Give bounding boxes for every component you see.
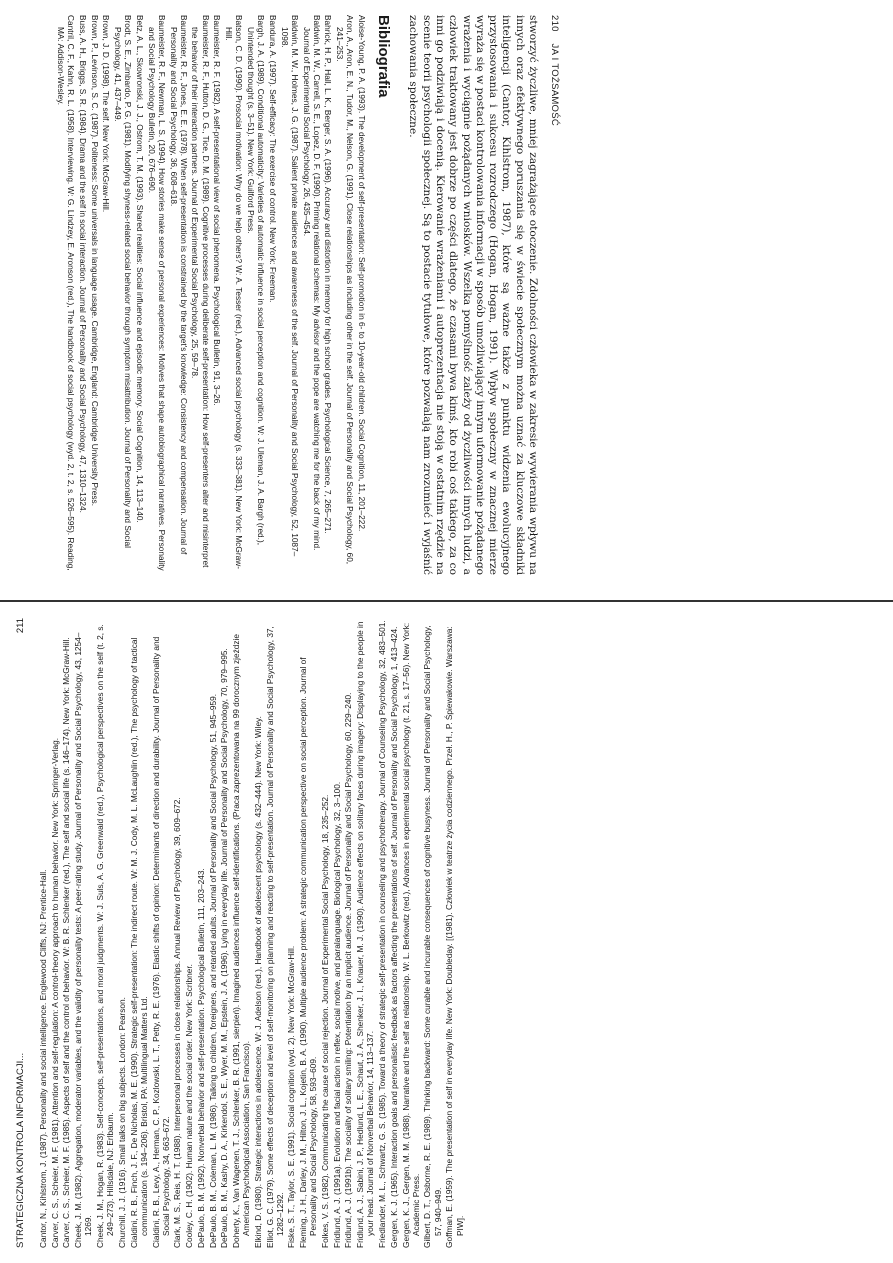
reference-entry: Brown, P., Levinson, S. C. (1987). Politeness: Some universals in language usage. Cambridge, England: Cambridge University Press. [89, 15, 100, 506]
reference-entry: Aloise-Young, P. A. (1993). The development of self-presentation: Self-promotion in 6- to 10-year-old children. Social Cognition, 11, 201–222. [357, 15, 368, 532]
reference-entry: Baumeister, R. F. (1982). A self-presentational view of social phenomena. Psychological Bulletin, 91, 3–26. [212, 15, 223, 406]
reference-entry: Fridlund, A. J. (1991a). Evolution and facial action in reflex, social motive, and paralanguage. Biological Psychology, 32, 3–100. [331, 781, 342, 1248]
page-number-right: 211 [15, 618, 26, 634]
reference-entry: Carver, C. S., Scheier, M. F. (1985). Aspects of self and the control of behavior. W: B. R. Schlenker (red.), The self and social life (s. 146–174). New York: McGraw-Hill. [61, 637, 72, 1248]
reference-entry: Cooley, C. H. (1902). Human nature and the social order. New York: Scribner. [184, 964, 195, 1248]
reference-entry: Aron, A., Aron, E. N., Tudor, M., Nelson, G. (1991). Close relationships as including other in the self. Journal of Personality and Social Psychology, 60, 241–253. [335, 15, 356, 565]
reference-entry: Batson, C. D. (1990). Prosocial motivation: Why do we help others? W: A. Tesser (red.), Advanced social psychology (s. 333–381). New York: McGraw-Hill. [224, 15, 245, 569]
reference-entry: Baumeister, R. F., Jones, E. E. (1978). When self-presentation is constrained by the target's knowledge: Consistency and compensation. Journal of Personality and Social Psychology, 36, 608–618. [168, 15, 189, 555]
reference-entry: Bargh, J. A. (1989). Conditional automaticity: Varieties of automatic influence in social perception and cognition. W: J. Uleman, J. A. Bargh (red.), Unintended thought (s. 3–51). New York: Guilford Press. [246, 15, 267, 546]
running-title-left: JA I TOŻSAMOŚĆ [549, 43, 560, 127]
reference-entry: Betz, A. L., Skowronski, J. J., Ostrom, T. M. (1993). Shared realities: Social influence and episodic memory. Social Cognition, 14, 113–140. [134, 15, 145, 523]
reference-entry: Folkes, V. S. (1982). Communicating the cause of social rejection. Journal of Experimental Social Psychology, 18, 235–252. [320, 794, 331, 1248]
reference-entry: Baumeister, R. F., Hutton, D. G., Tice, D. M. (1989). Cognitive processes during deliberate self-presentation: How self-presenters alter and misinterpret the behavior of their interaction partners. Journal of Experimental Social Psychology, 25, 59–78. [190, 15, 211, 568]
body-paragraph: stworzyć życzliwe, mniej zagrażające otoczenie. Zdolności człowieka w zakresie wywierania wpływu na innych oraz efektywnego poruszania się w świecie społecznym można uznać za kluczowe składniki inteligencji (Cantor, Kihlstrom, 1987), które są ważne także z punktu widzenia ewolucyjnego przystosowania i sukcesu rozrodczego (Hogan, Hogan, 1991). Wpływ społeczny w znacznej mierze wyraża się w postaci kontrolowania informacji w sposób umożliwiający innym uformowanie pożądanego wrażenia i wyciągnie pożądanych wniosków. Wszelka pomyślność zależy od życzliwości innych ludzi, a człowiek traktowany jest dobrze po części dlatego, że czasami bywa kimś, kto robi coś takiego, za co inni go podziwiają i docenią. Kierowanie wrażeniami i autoprezentacja nie stoją w ostatnim rzędzie na scenie teorii psychologii społecznej. Są to postacie tytułowe, które pozwalają nam zrozumieć i wyjaśnić zachowania społeczne. [407, 15, 539, 575]
reference-entry: Friedlander, M. L., Schwartz, G. S. (1985). Toward a theory of strategic self-presentation in counseling and psychotherapy. Journal of Counseling Psychology, 32, 483–501. [377, 620, 388, 1248]
reference-entry: Baldwin, M. W., Holmes, J. G. (1987). Salient private audiences and awareness of the self. Journal of Personality and Social Psychology, 52, 1087–1098. [279, 15, 300, 557]
reference-entry: Brodt, S. E., Zimbardo, P. G. (1981). Modifying shyness-related social behavior through symptom misattribution. Journal of Personality and Social Psychology, 41, 437–449. [113, 15, 134, 548]
reference-entry: Bandura, A. (1997). Self-efficacy: The exercise of control. New York: Freeman. [267, 15, 278, 303]
reference-entry: Doherty, K., Van Wagenen, T. J., Schlenker, B. R. (1991, sierpień). Imagined audiences influence self-identifications. (Praca zaprezentowana na 99 dorocznym zjeździe American Psychological Association, San Francisco). [230, 634, 252, 1248]
reference-entry: DePaulo, B. M., Coleman, L. M. (1986). Talking to children, foreigners, and retarded adults. Journal of Personality and Social Psychology, 51, 945–959. [207, 693, 218, 1248]
page-divider [0, 600, 893, 602]
reference-entry: Cheek, J. M., Hogan, R. (1983). Self-concepts, self-presentations, and moral judgments. W: J. Suls, A. G. Greenwald (red.), Psychological perspectives on the self (t. 2, s. 249–273). Hillsdale, NJ: Erlbaum. [95, 624, 116, 1248]
reference-entry: Baldwin, M. W., Carrell, S. E., Lopez, D. F. (1990). Priming relational schemas: My advisor and the pope are watching me for the back of my mind. Journal of Experimental Social Psychology, 26, 435–454. [301, 15, 322, 551]
reference-entry: Elkind, D. (1980). Strategic interactions in adolescence. W: J. Adelson (red.), Handbook of adolescent psychology (s. 432–444). New York: Wiley. [252, 716, 263, 1248]
section-title: Bibliografia [375, 15, 393, 98]
reference-entry: Carver, C. S., Scheier, M. F. (1981). Attention and self-regulation: A control-theory approach to human behavior. New York: Springer-Verlag. [49, 737, 60, 1248]
running-head-right [15, 618, 26, 1248]
reference-entry: DePaulo, B. M., Kashy, D. A., Kirkendol, S. E., Wyer, M. M., Epstein, J. A. (1996). Lying in everyday life. Journal of Personality and Social Psychology, 70, 979–995. [219, 648, 230, 1248]
reference-entry: Goffman, E. (1959). The presentation of self in everyday life. New York: Doubleday. [(1981). Człowiek w teatrze życia codziennego. Przeł. H., P. Śpiewakowie. Warszawa: PIW]. [444, 626, 465, 1248]
reference-entry: Churchill, J. J. (1916). Small talks on big subjects. London: Pearson. [116, 997, 127, 1248]
reference-entry: Fiske, S. T., Taylor, S. E. (1991). Social cognition (wyd. 2). New York: McGraw-Hill. [286, 945, 297, 1248]
running-title-right: STRATEGICZNA KONTROLA INFORMACJI... [15, 1052, 26, 1248]
reference-entry: DePaulo, B. M. (1992). Nonverbal behavior and self-presentation. Psychological Bulletin, 111, 203–243. [195, 868, 206, 1248]
reference-list-left [56, 15, 367, 575]
reference-entry: Cialdini, R. B., Finch, J. F., De Nicholas, M. E. (1990). Strategic self-presentation: The indirect route. W: M. J. Cody, M. L. McLaughlin (red.), The psychology of tactical communication (s. 194–206). Bristol, PA: Multilingual Matters Ltd. [128, 637, 149, 1248]
reference-entry: Bahrick, H. P., Hall, L. K., Berger, S. A. (1996). Accuracy and distortion in memory for high school grades. Psychological Science, 7, 265–271. [323, 15, 334, 534]
reference-entry: Gilbert, D. T., Osborne, R. E. (1989). Thinking backward: Some curable and incurable consequences of cognitive busyness. Journal of Personality and Social Psychology, 57, 940–949. [422, 625, 443, 1248]
reference-entry: Elliot, G. C. (1979). Some effects of deception and level of self-monitoring on planning and reacting to self-presentation. Journal of Personality and Social Psychology, 37, 1282–1292. [264, 626, 285, 1248]
reference-entry: Brown, J. D. (1998). The self. New York: McGraw-Hill. [101, 15, 112, 213]
reference-entry: Cheek, J. M. (1982). Aggregation, moderator variables, and the validity of personality tests: A peer-rating study. Journal of Personality and Social Psychology, 43, 1254–1269. [73, 632, 94, 1248]
reference-entry: Cantril, C. F., Kahn, R. L. (1958). Interviewing. W: G. Lindzey, E. Aronson (red.), The handbook of social psychology (wyd. 2, t. 2, s. 526–595). Reading, MA: Addison-Wesley. [56, 15, 77, 571]
reference-entry: Baumeister, R. F., Newman, L. S. (1994). How stories make sense of personal experiences: Motives that shape autobiographical narratives. Personality and Social Psychology Bulletin, 20, 676–690. [146, 15, 167, 571]
reference-entry: Buss, A. H., Briggs, S. R. (1984). Drama and the self in social interaction. Journal of Personality and Social Psychology, 47, 1310–1324. [77, 15, 88, 513]
reference-entry: Gergen, K. J., Gergen, M. M. (1988). Narrative and the self as relationship. W: L. Berkowitz (red.), Advances in experimental social psychology (t. 21, s. 17–56). New York: Academic Press. [400, 622, 421, 1248]
reference-list-right [38, 618, 465, 1248]
right-page [15, 618, 893, 1248]
page-number-left: 210 [549, 15, 560, 32]
reference-entry: Fridlund, A. J., Sabini, J. P., Hedlund, L. E., Schaut, J. A., Shenker, J. I., Knauer, M. J. (1990). Audience effects on solitary faces during imagery: Displaying to the people in your head. Journal of Nonverbal Behavior, 14, 113–137. [355, 621, 376, 1248]
reference-entry: Fridlund, A. J. (1991b). The sociality of solitary smiling: Potentiation by an implicit audience. Journal of Personality and Social Psychology, 60, 229–240. [343, 692, 354, 1248]
reference-entry: Cialdini, R. B., Levy, A., Herman, C. P., Kozlowski, L. T., Petty, R. E. (1976). Elastic shifts of opinion: Determinants of direction and durability. Journal of Personality and Social Psychology, 34, 663–672. [150, 636, 171, 1248]
reference-entry: Cantor, N., Kihlstrom, J. (1987). Personality and social intelligence. Englewood Cliffs, NJ: Prentice-Hall. [38, 869, 48, 1248]
reference-entry: Gergen, K. J. (1965). Interaction goals and personalistic feedback as factors affecting the presentations of self. Journal of Personality and Social Psychology, 1, 413–424. [388, 626, 399, 1248]
reference-entry: Fleming, J. H., Darley, J. M., Hilton, J. L., Kojetin, B. A. (1990). Multiple audience problem: A strategic communication perspective on social perception. Journal of Personality and Social Psychology, 58, 593–609. [298, 657, 319, 1248]
reference-entry: Clark, M. S., Reis, H. T. (1988). Interpersonal processes in close relationships. Annual Review of Psychology, 39, 609–672. [172, 797, 183, 1248]
